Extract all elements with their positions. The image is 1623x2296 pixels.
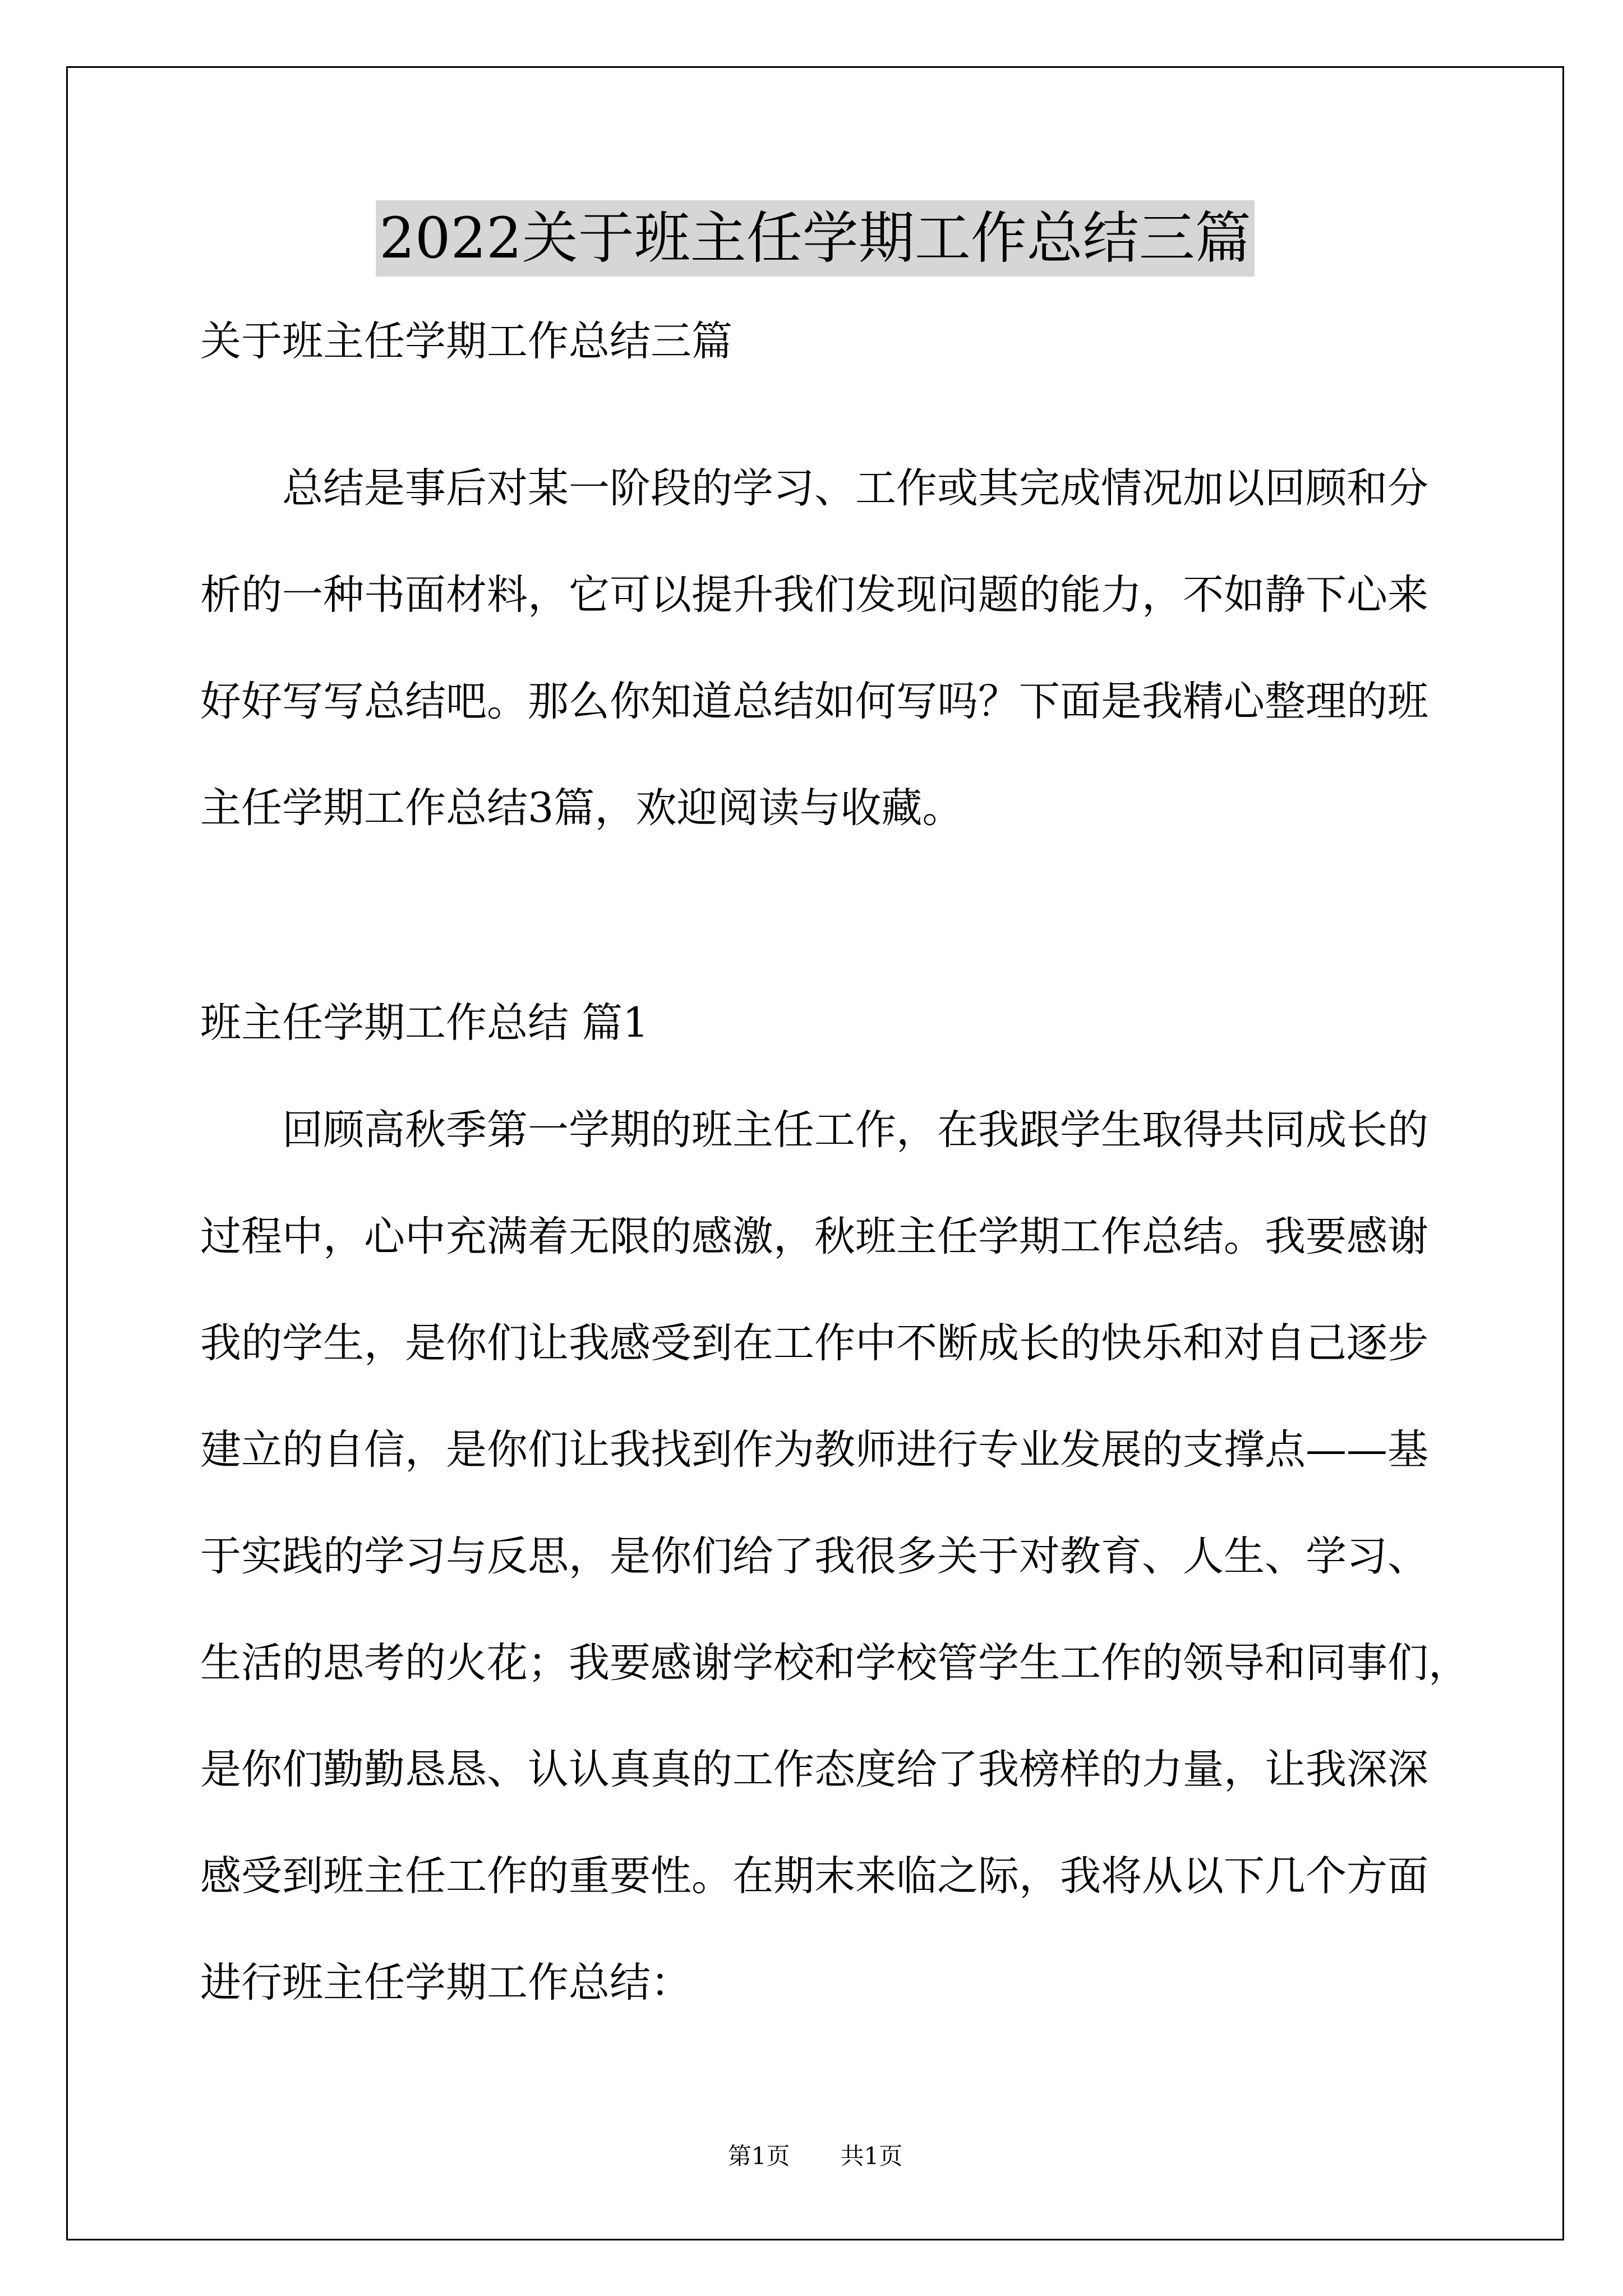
intro-line: 主任学期工作总结3篇，欢迎阅读与收藏。 (200, 784, 963, 832)
section-line: 是你们勤勤恳恳、认认真真的工作态度给了我榜样的力量，让我深深 (200, 1746, 1428, 1793)
page-footer (66, 2139, 1564, 2173)
section-line: 建立的自信，是你们让我找到作为教师进行专业发展的支撑点——基 (200, 1426, 1428, 1474)
section-line: 生活的思考的火花；我要感谢学校和学校管学生工作的领导和同事们， (200, 1639, 1469, 1687)
intro-line: 好好写写总结吧。那么你知道总结如何写吗？下面是我精心整理的班 (200, 678, 1428, 725)
page-number: 第1页 (727, 2142, 790, 2170)
intro-paragraph (200, 435, 1546, 862)
page-total: 共1页 (840, 2142, 903, 2170)
section-heading: 班主任学期工作总结 篇1 (200, 999, 649, 1047)
subtitle-block (200, 288, 1546, 395)
title-container (66, 200, 1564, 277)
section-line: 过程中，心中充满着无限的感激，秋班主任学期工作总结。我要感谢 (200, 1213, 1428, 1260)
section-line: 于实践的学习与反思，是你们给了我很多关于对教育、人生、学习、 (200, 1533, 1428, 1580)
intro-line: 总结是事后对某一阶段的学习、工作或其完成情况加以回顾和分 (282, 464, 1428, 512)
section-line: 进行班主任学期工作总结： (200, 1959, 691, 2007)
document-title: 2022关于班主任学期工作总结三篇 (376, 200, 1255, 277)
section-line: 感受到班主任工作的重要性。在期末来临之际，我将从以下几个方面 (200, 1852, 1428, 1900)
intro-line: 析的一种书面材料，它可以提升我们发现问题的能力，不如静下心来 (200, 571, 1428, 619)
section-line: 回顾高秋季第一学期的班主任工作，在我跟学生取得共同成长的 (282, 1106, 1428, 1154)
document-subtitle: 关于班主任学期工作总结三篇 (200, 318, 732, 365)
section-heading-block (200, 970, 1546, 1076)
section-line: 我的学生，是你们让我感受到在工作中不断成长的快乐和对自己逐步 (200, 1319, 1428, 1367)
section-paragraph (200, 1077, 1546, 2036)
